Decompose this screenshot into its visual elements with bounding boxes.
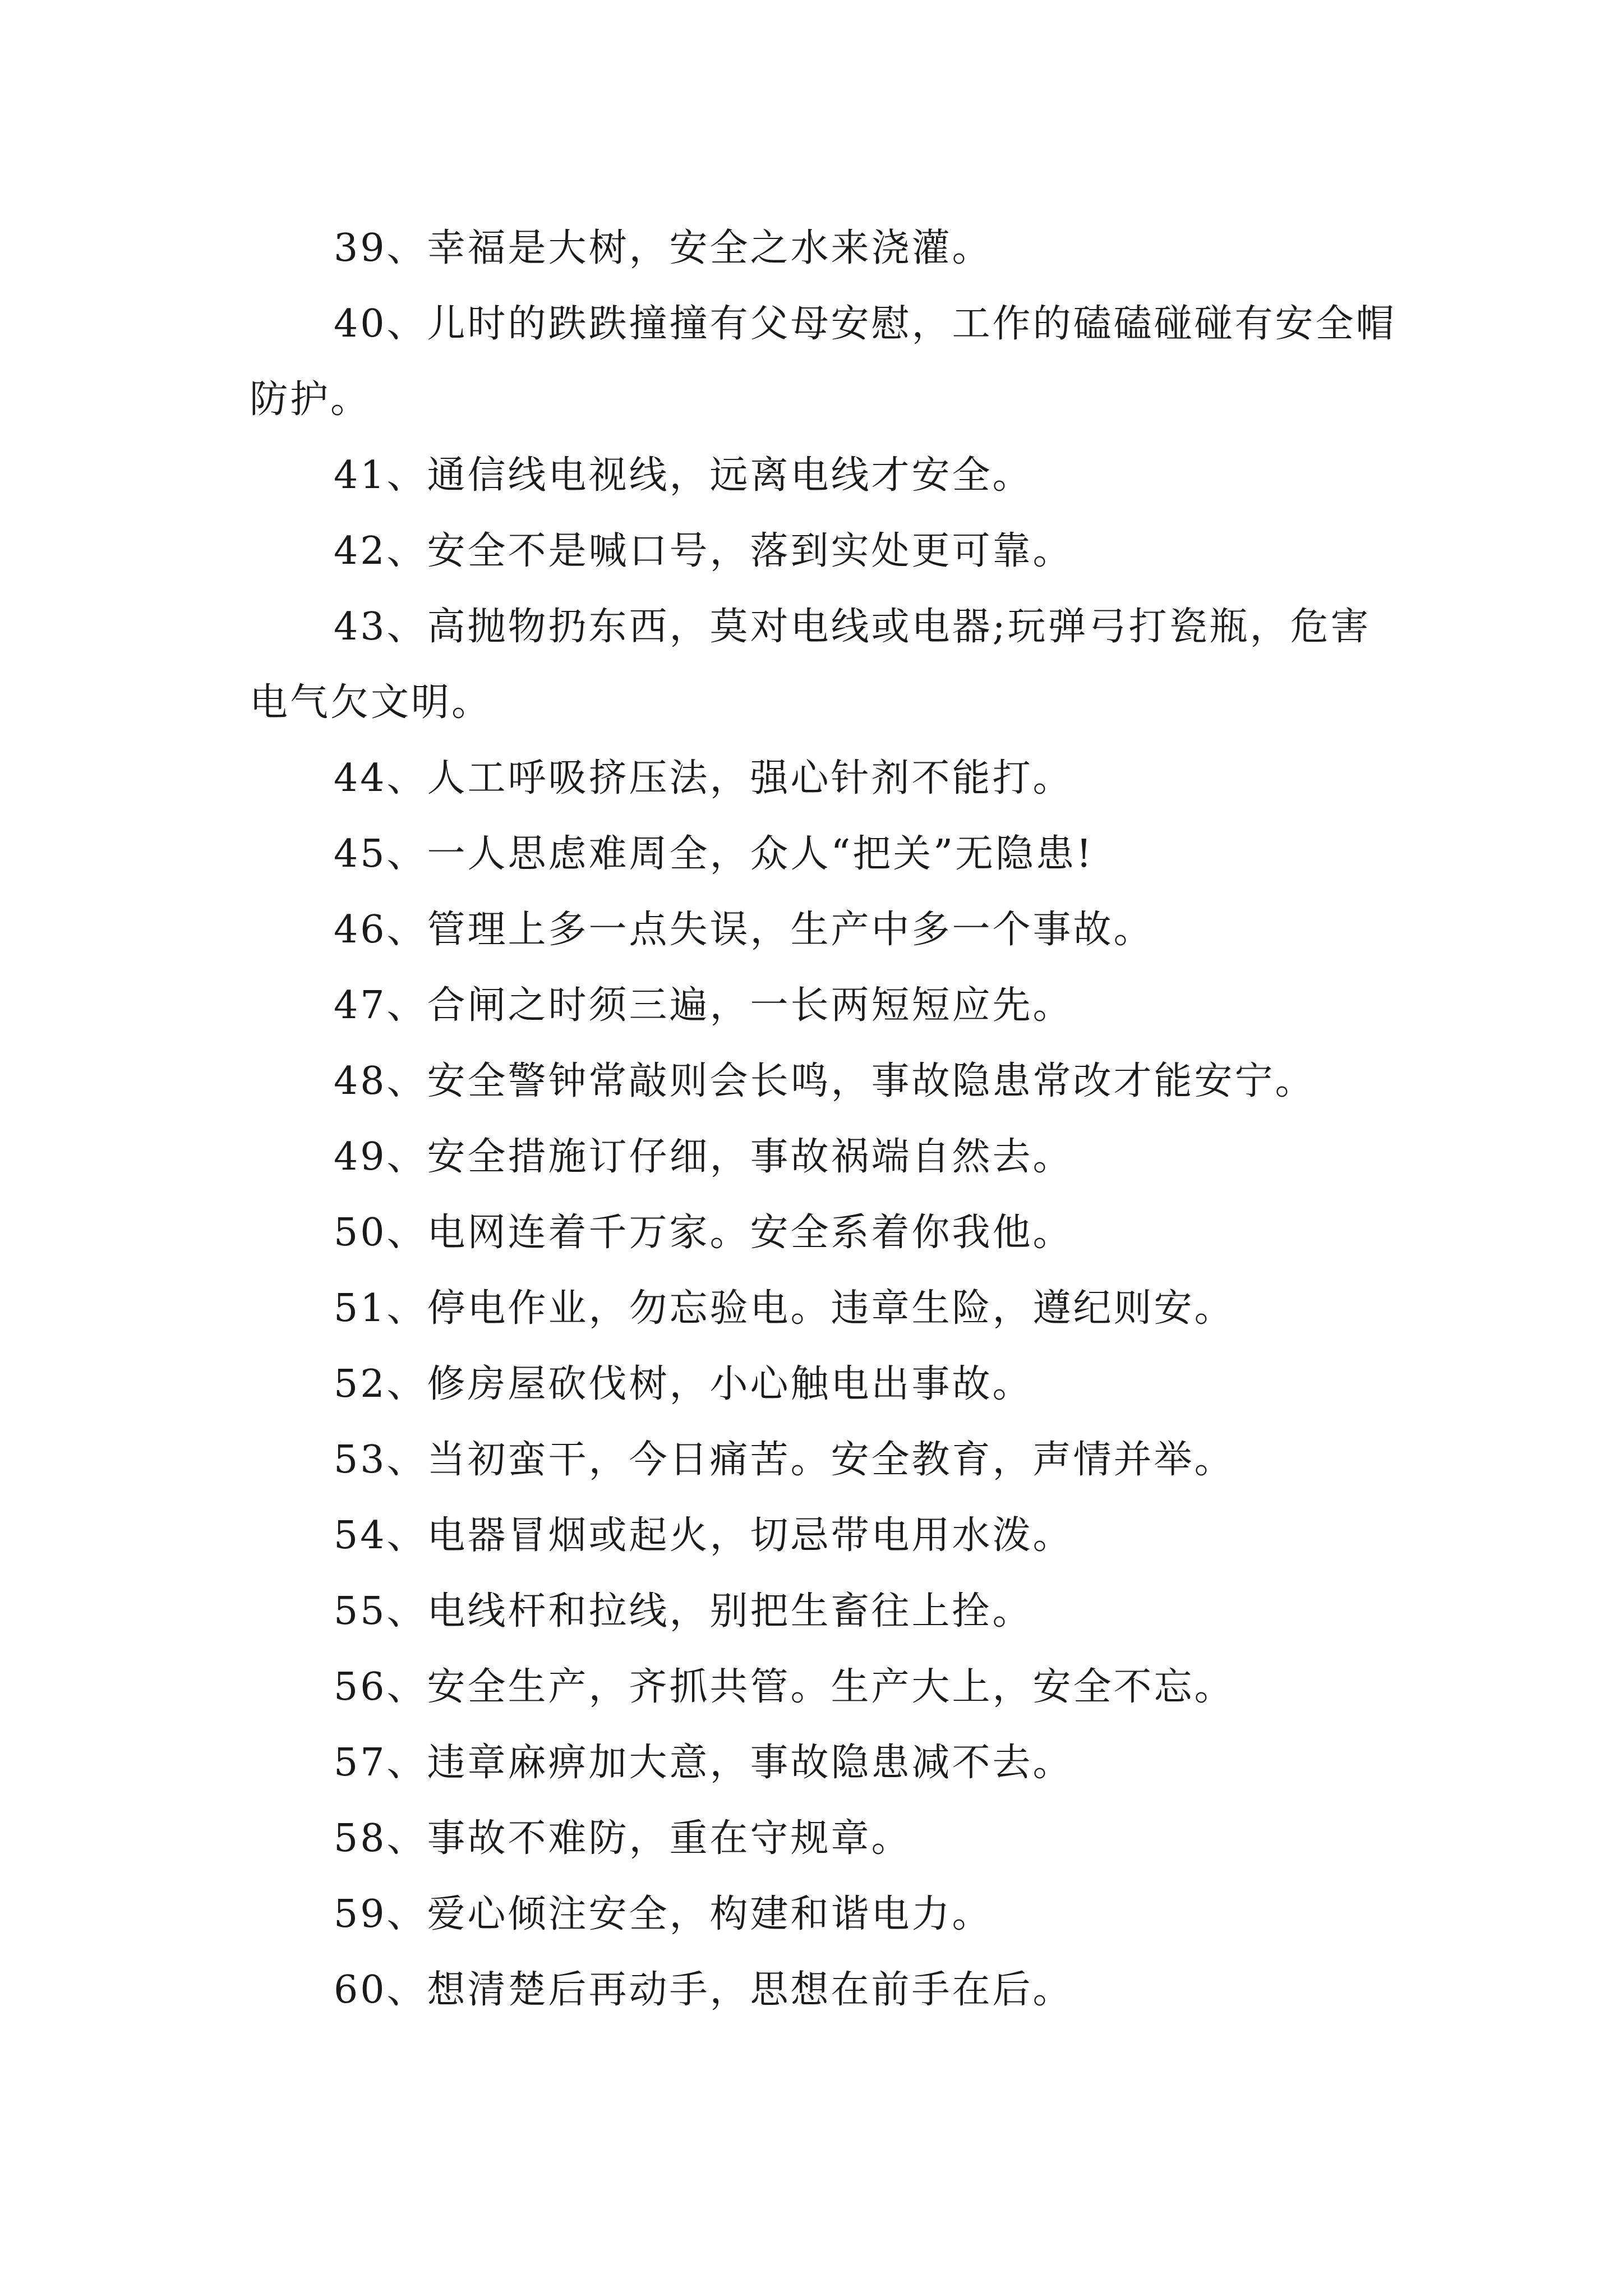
list-item: 42、安全不是喊口号，落到实处更可靠。	[334, 529, 1073, 573]
list-item: 51、停电作业，勿忘验电。违章生险，遵纪则安。	[334, 1286, 1235, 1331]
list-item: 53、当初蛮干，今日痛苦。安全教育，声情并举。	[334, 1438, 1235, 1482]
list-item: 39、幸福是大树，安全之水来浇灌。	[334, 226, 993, 270]
list-item: 59、爱心倾注安全，构建和谐电力。	[334, 1892, 993, 1936]
list-item: 56、安全生产，齐抓共管。生产大上，安全不忘。	[334, 1665, 1235, 1709]
list-item: 43、高抛物扔东西，莫对电线或电器;玩弹弓打瓷瓶，危害电气欠文明。	[250, 605, 1371, 725]
list-item: 54、电器冒烟或起火，切忌带电用水泼。	[334, 1513, 1073, 1558]
list-item: 44、人工呼吸挤压法，强心针剂不能打。	[334, 756, 1073, 800]
slogan-list	[250, 210, 1399, 2028]
list-item: 46、管理上多一点失误，生产中多一个事故。	[334, 908, 1154, 952]
list-item: 48、安全警钟常敲则会长鸣，事故隐患常改才能安宁。	[334, 1059, 1316, 1103]
list-item: 50、电网连着千万家。安全系着你我他。	[334, 1211, 1073, 1255]
list-item: 52、修房屋砍伐树，小心触电出事故。	[334, 1362, 1033, 1406]
list-item: 41、通信线电视线，远离电线才安全。	[334, 453, 1033, 498]
list-item: 60、想清楚后再动手，思想在前手在后。	[334, 1968, 1073, 2012]
list-item: 58、事故不难防，重在守规章。	[334, 1816, 912, 1861]
list-item: 45、一人思虑难周全，众人“把关”无隐患!	[334, 832, 1094, 876]
list-item: 40、儿时的跌跌撞撞有父母安慰，工作的磕磕碰碰有安全帽防护。	[250, 302, 1396, 422]
list-item: 57、违章麻痹加大意，事故隐患减不去。	[334, 1741, 1073, 1785]
list-item: 49、安全措施订仔细，事故祸端自然去。	[334, 1135, 1073, 1179]
list-item: 55、电线杆和拉线，别把生畜往上拴。	[334, 1589, 1033, 1634]
list-item: 47、合闸之时须三遍，一长两短短应先。	[334, 983, 1073, 1028]
